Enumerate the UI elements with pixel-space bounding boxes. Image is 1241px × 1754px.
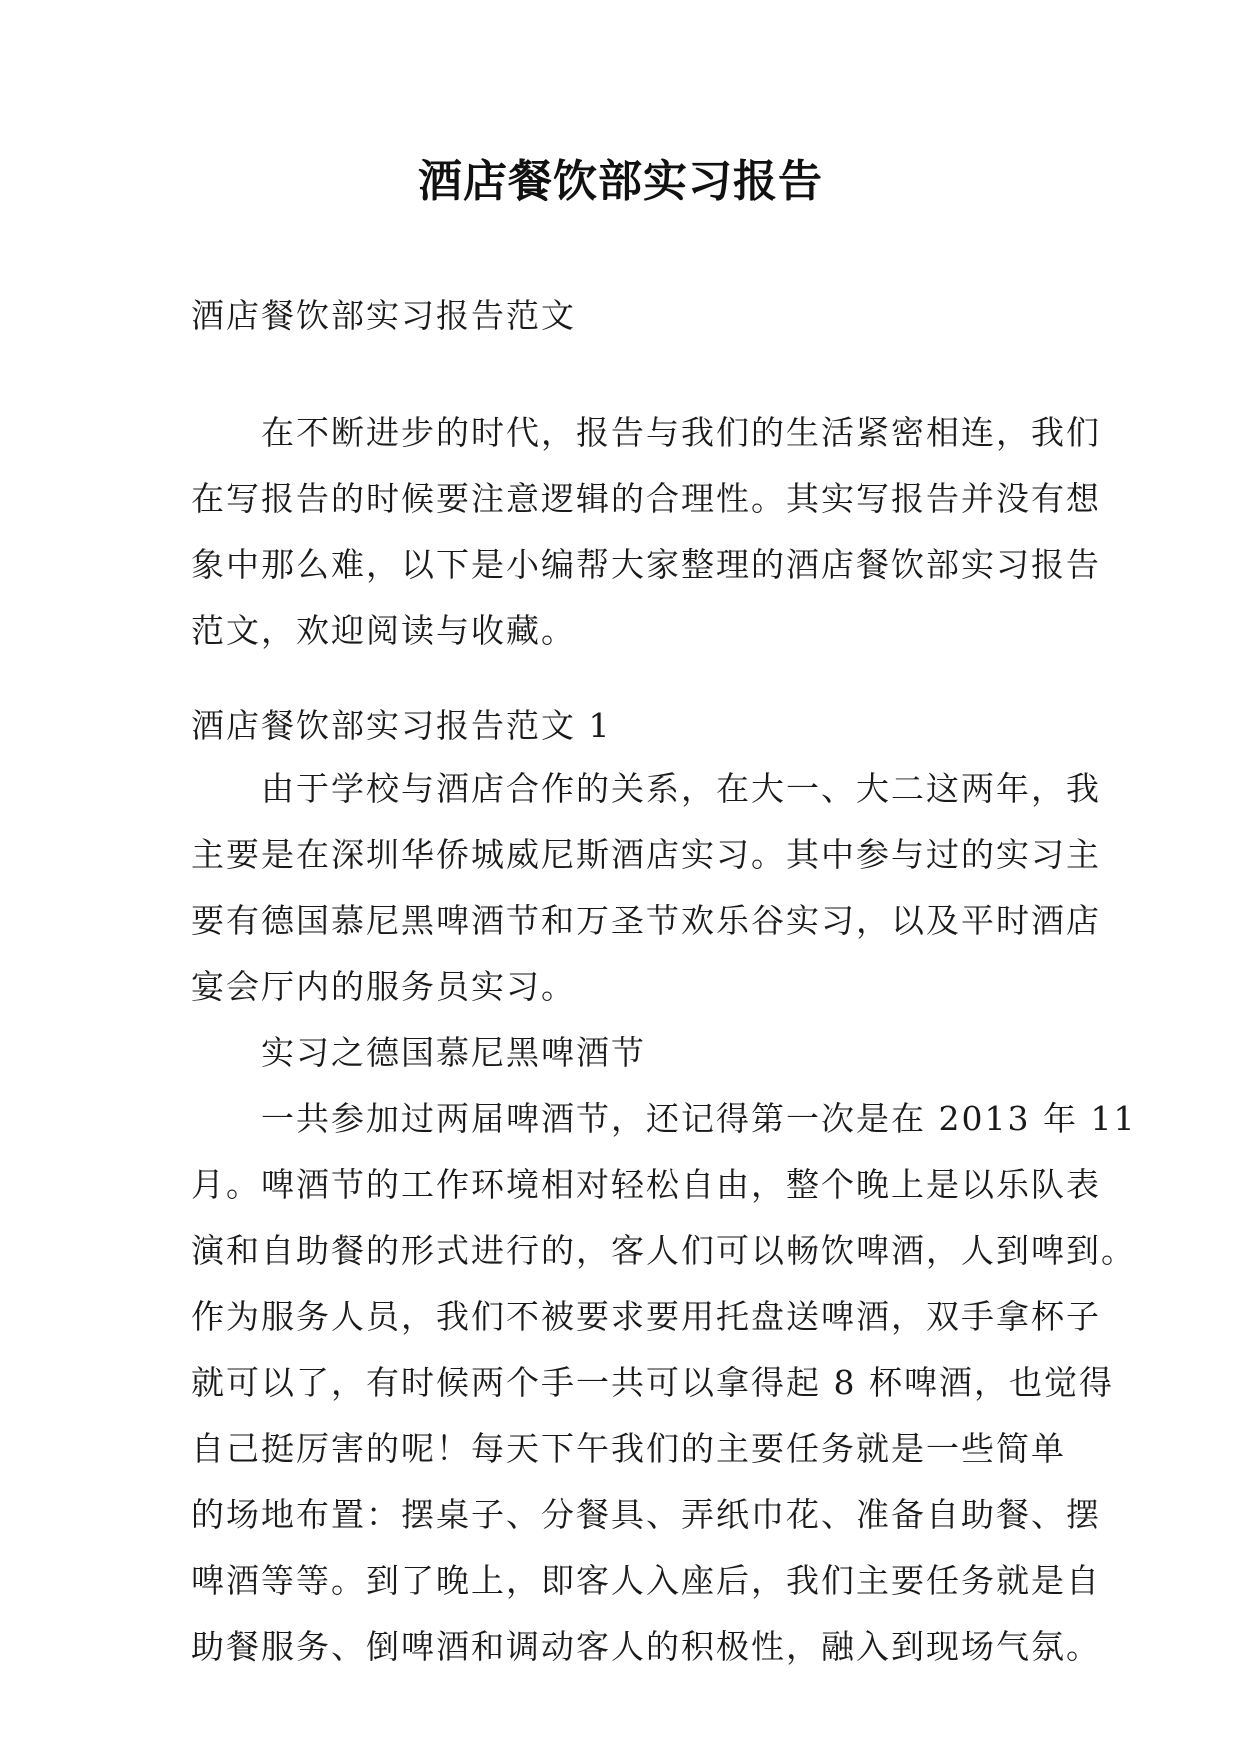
section-heading (191, 693, 1063, 759)
section-heading-line: 酒店餐饮部实习报告范文 1 (191, 706, 612, 745)
intro-line: 在不断进步的时代，报告与我们的生活紧密相连，我们 (261, 413, 1101, 452)
intro-paragraph (191, 400, 1101, 664)
paragraph-line: 一共参加过两届啤酒节，还记得第一次是在 2013 年 11 (261, 1099, 1137, 1138)
section-body (191, 756, 1137, 1680)
paragraph-line: 助餐服务、倒啤酒和调动客人的积极性，融入到现场气氛。 (191, 1627, 1101, 1666)
intro-line: 在写报告的时候要注意逻辑的合理性。其实写报告并没有想 (191, 479, 1101, 518)
subtitle-line: 酒店餐饮部实习报告范文 (191, 296, 576, 335)
subheading: 实习之德国慕尼黑啤酒节 (261, 1033, 646, 1072)
paragraph-line: 要有德国慕尼黑啤酒节和万圣节欢乐谷实习，以及平时酒店 (191, 901, 1101, 940)
paragraph-line: 自己挺厉害的呢！每天下午我们的主要任务就是一些简单 (191, 1429, 1066, 1468)
paragraph-line: 啤酒等等。到了晚上，即客人入座后，我们主要任务就是自 (191, 1561, 1101, 1600)
document-subtitle (191, 283, 1063, 349)
paragraph-line: 就可以了，有时候两个手一共可以拿得起 8 杯啤酒，也觉得 (191, 1363, 1114, 1402)
paragraph-line: 由于学校与酒店合作的关系，在大一、大二这两年，我 (261, 769, 1101, 808)
paragraph-line: 作为服务人员，我们不被要求要用托盘送啤酒，双手拿杯子 (191, 1297, 1101, 1336)
paragraph-line: 月。啤酒节的工作环境相对轻松自由，整个晚上是以乐队表 (191, 1165, 1101, 1204)
paragraph-line: 演和自助餐的形式进行的，客人们可以畅饮啤酒，人到啤到。 (191, 1231, 1136, 1270)
paragraph-line: 主要是在深圳华侨城威尼斯酒店实习。其中参与过的实习主 (191, 835, 1101, 874)
intro-line: 范文，欢迎阅读与收藏。 (191, 611, 576, 650)
document-title: 酒店餐饮部实习报告 (418, 156, 823, 207)
paragraph-line: 宴会厅内的服务员实习。 (191, 967, 576, 1006)
intro-line: 象中那么难，以下是小编帮大家整理的酒店餐饮部实习报告 (191, 545, 1101, 584)
paragraph-line: 的场地布置：摆桌子、分餐具、弄纸巾花、准备自助餐、摆 (191, 1495, 1101, 1534)
